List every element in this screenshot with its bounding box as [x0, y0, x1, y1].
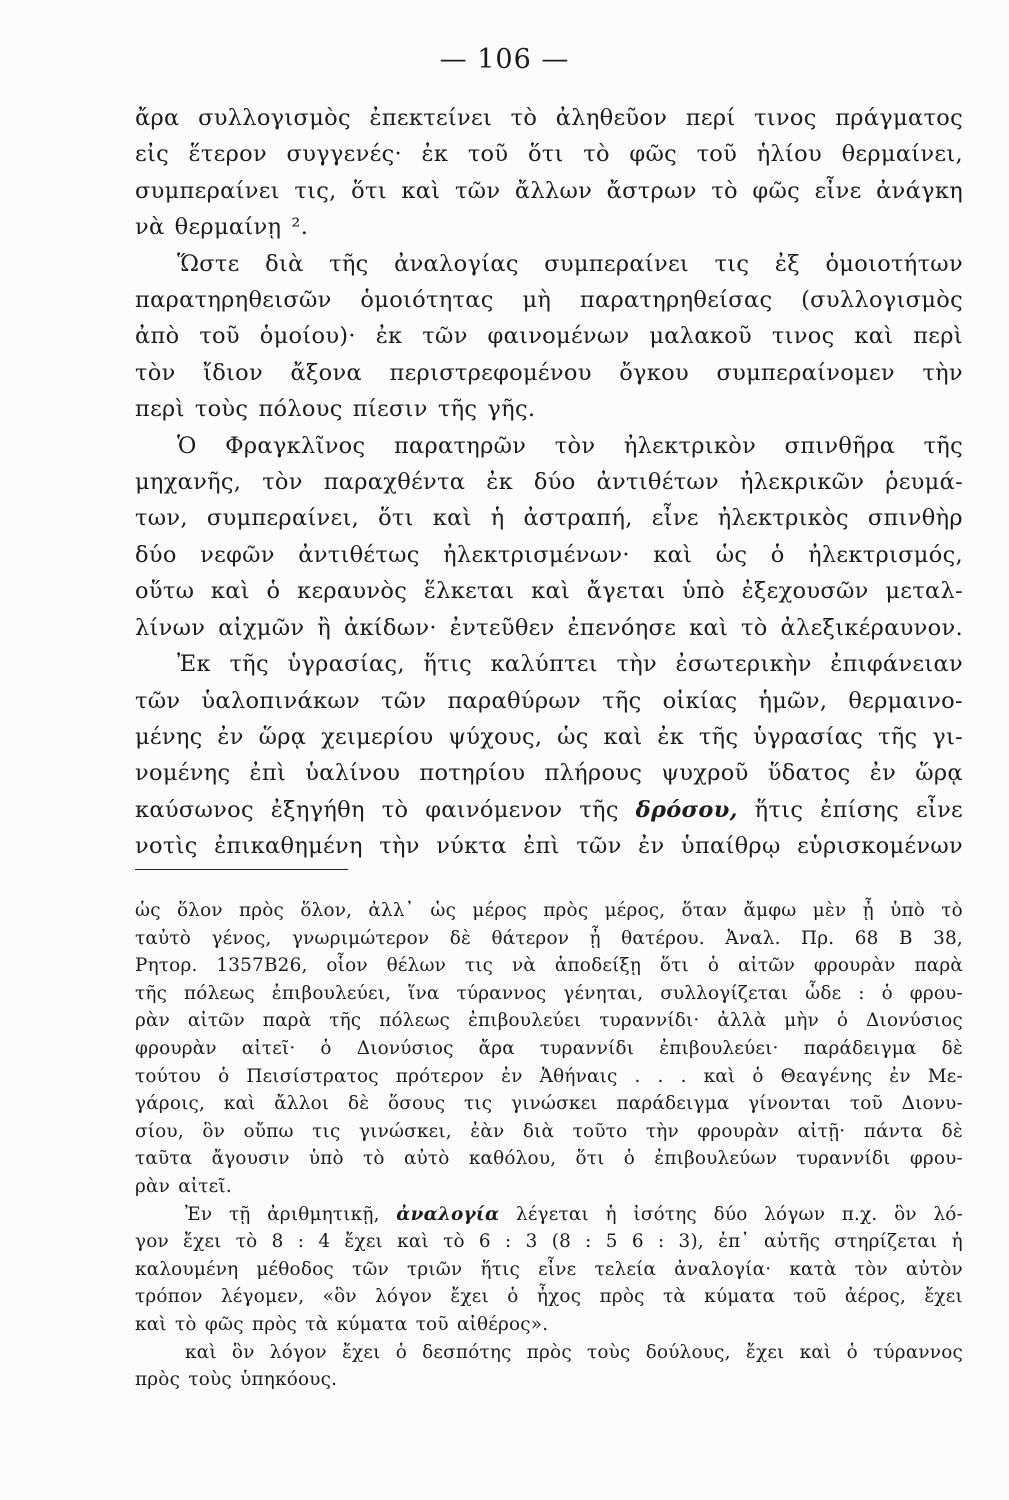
body-line: τὸν ἴδιον ἄξονα περιστρεφομένου ὄγκου συμπεραίνομεν τὴν — [135, 359, 963, 386]
footnote-line: σίου, ὃν οὔπω τις γινώσκει, ἐὰν διὰ τοῦτο τὴν φρουρὰν αἰτῇ· πάντα δὲ — [135, 1120, 963, 1142]
body-line: νὰ θερμαίνῃ ². — [135, 214, 309, 241]
footnote-line: ὡς ὅλον πρὸς ὅλον, ἀλλ᾽ ὡς μέρος πρὸς μέρος, ὅταν ἄμφω μὲν ᾖ ὑπὸ τὸ — [135, 900, 963, 921]
footnote-line: ρὰν αἰτῶν παρὰ τῆς πόλεως ἐπιβουλεύει τυραννίδι· ἀλλὰ μὴν ὁ Διονύσιος — [135, 1010, 963, 1032]
body-line: καύσωνος ἐξηγήθη τὸ φαινόμενον τῆς δρόσου, ἥτις ἐπίσης εἶνε — [135, 796, 963, 823]
body-line: περὶ τοὺς πόλους πίεσιν τῆς γῆς. — [135, 396, 536, 423]
footnote-line: Ἐν τῇ ἀριθμητικῇ, ἀναλογία λέγεται ἡ ἰσότης δύο λόγων π.χ. ὃν λό- — [185, 1203, 963, 1225]
footnote-divider — [135, 869, 348, 870]
footnote-line: πρὸς τοὺς ὑπηκόους. — [135, 1369, 338, 1391]
body-line: Ἐκ τῆς ὑγρασίας, ἥτις καλύπτει τὴν ἐσωτερικὴν ἐπιφάνειαν — [177, 651, 963, 678]
footnote-line: τρόπον λέγομεν, «ὃν λόγον ἔχει ὁ ἦχος πρὸς τὰ κύματα τοῦ ἀέρος, ἔχει — [135, 1286, 963, 1308]
body-line: νομένης ἐπὶ ὑαλίνου ποτηρίου πλήρους ψυχροῦ ὕδατος ἐν ὥρᾳ — [135, 760, 963, 787]
footnote-line: καλουμένη μέθοδος τῶν τριῶν ἥτις εἶνε τελεία ἀναλογία· κατὰ τὸν αὐτὸν — [135, 1258, 963, 1280]
body-line: τῶν ὑαλοπινάκων τῶν παραθύρων τῆς οἰκίας ἡμῶν, θερμαινο- — [135, 687, 963, 714]
body-line: μένης ἐν ὥρᾳ χειμερίου ψύχους, ὡς καὶ ἐκ τῆς ὑγρασίας τῆς γι- — [135, 723, 963, 750]
body-line: δύο νεφῶν ἀντιθέτως ἠλεκτρισμένων· καὶ ὡς ὁ ἠλεκτρισμός, — [135, 541, 963, 568]
page-number: — 106 — — [439, 44, 570, 75]
body-line: οὕτω καὶ ὁ κεραυνὸς ἕλκεται καὶ ἄγεται ὑπὸ ἐξεχουσῶν μεταλ- — [135, 578, 963, 605]
footnotes — [135, 897, 963, 1394]
footnote-line: Ρητορ. 1357Β26, οἷον θέλων τις νὰ ἀποδείξῃ ὅτι ὁ αἰτῶν φρουρὰν παρὰ — [135, 955, 963, 977]
footnote-line: ταῦτα ἄγουσιν ὑπὸ τὸ αὐτὸ καθόλου, ὅτι ὁ ἐπιβουλεύων τυραννίδι φρου- — [135, 1148, 963, 1170]
body-line: συμπεραίνει τις, ὅτι καὶ τῶν ἄλλων ἄστρων τὸ φῶς εἶνε ἀνάγκη — [135, 177, 963, 204]
body-line: εἰς ἕτερον συγγενές· ἐκ τοῦ ὅτι τὸ φῶς τοῦ ἡλίου θερμαίνει, — [135, 141, 963, 168]
footnote-line: καὶ ὃν λόγον ἔχει ὁ δεσπότης πρὸς τοὺς δούλους, ἔχει καὶ ὁ τύραννος — [185, 1341, 963, 1363]
body-line: Ὥστε διὰ τῆς ἀναλογίας συμπεραίνει τις ἐξ ὁμοιοτήτων — [177, 250, 963, 277]
body-line: των, συμπεραίνει, ὅτι καὶ ἡ ἀστραπή, εἶνε ἠλεκτρικὸς σπινθὴρ — [135, 505, 963, 532]
body-line: μηχανῆς, τὸν παραχθέντα ἐκ δύο ἀντιθέτων ἠλεκρικῶν ῥευμά- — [135, 469, 963, 496]
footnote-line: τῆς πόλεως ἐπιβουλεύει, ἵνα τύραννος γένηται, συλλογίζεται ὧδε : ὁ φρου- — [135, 982, 963, 1004]
footnote-line: ρὰν αἰτεῖ. — [135, 1175, 232, 1197]
body-line: νοτὶς ἐπικαθημένη τὴν νύκτα ἐπὶ τῶν ἐν ὑπαίθρῳ εὑρισκομένων — [135, 833, 963, 860]
body-line: Ὁ Φραγκλῖνος παρατηρῶν τὸν ἠλεκτρικὸν σπινθῆρα τῆς — [177, 432, 963, 459]
footnote-line: τούτου ὁ Πεισίστρατος πρότερον ἐν Ἀθήναις . . . καὶ ὁ Θεαγένης ἐν Με- — [135, 1065, 963, 1087]
body-line: παρατηρηθεισῶν ὁμοιότητας μὴ παρατηρηθείσας (συλλογισμὸς — [135, 287, 963, 314]
body-line: ἄρα συλλογισμὸς ἐπεκτείνει τὸ ἀληθεῦον περί τινος πράγματος — [135, 105, 963, 131]
body-line: λίνων αἰχμῶν ἢ ἀκίδων· ἐντεῦθεν ἐπενόησε καὶ τὸ ἀλεξικέραυνον. — [135, 614, 963, 641]
footnote-line: φρουρὰν αἰτεῖ· ὁ Διονύσιος ἄρα τυραννίδι ἐπιβουλεύει· παράδειγμα δὲ — [135, 1037, 963, 1059]
footnote-line: ταὐτὸ γένος, γνωριμώτερον δὲ θάτερον ᾖ θατέρου. Ἀναλ. Πρ. 68 Β 38, — [135, 927, 963, 949]
footnote-line: καὶ τὸ φῶς πρὸς τὰ κύματα τοῦ αἰθέρος». — [135, 1313, 549, 1335]
body-line: ἀπὸ τοῦ ὁμοίου)· ἐκ τῶν φαινομένων μαλακοῦ τινος καὶ περὶ — [135, 323, 963, 350]
body-text — [135, 100, 963, 865]
footnote-line: γον ἔχει τὸ 8 : 4 ἔχει καὶ τὸ 6 : 3 (8 : 5 6 : 3), ἐπ᾽ αὐτῆς στηρίζεται ἡ — [135, 1231, 963, 1253]
footnote-line: γάροις, καὶ ἄλλοι δὲ ὅσους τις γινώσκει παράδειγμα γίνονται τοῦ Διονυ- — [135, 1093, 963, 1115]
